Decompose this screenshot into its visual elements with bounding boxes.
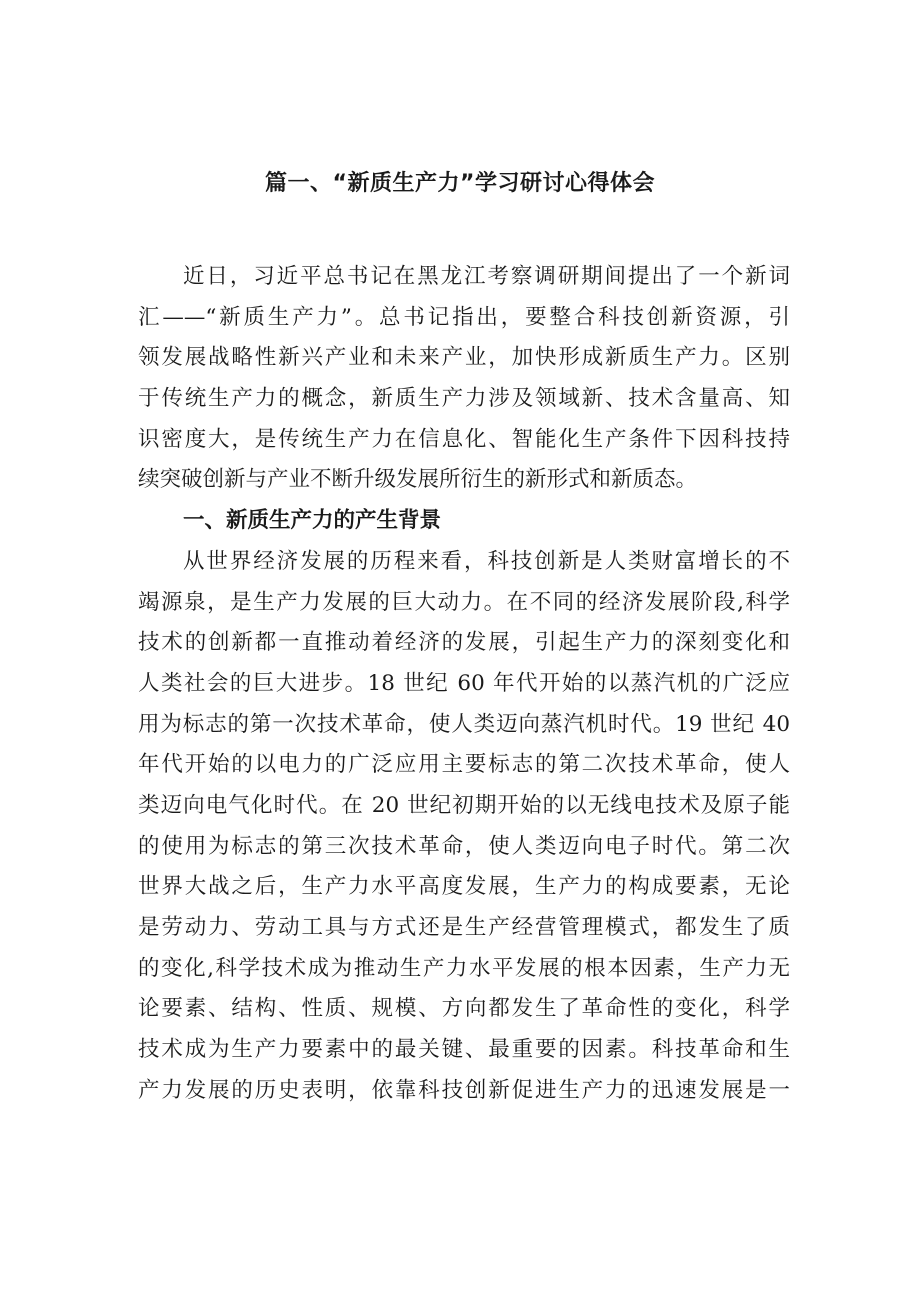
paragraph-line: 产力发展的历史表明，依靠科技创新促进生产力的迅速发展是一 xyxy=(138,1077,790,1103)
paragraph-1 xyxy=(138,257,790,501)
paragraph-line: 是劳动力、劳动工具与方式还是生产经营管理模式，都发生了质 xyxy=(138,915,790,940)
paragraph-line: 用为标志的第一次技术革命，使人类迈向蒸汽机时代。19 世纪 40 xyxy=(138,711,790,737)
paragraph-line: 世界大战之后，生产力水平高度发展，生产力的构成要素，无论 xyxy=(138,874,790,900)
paragraph-line: 于传统生产力的概念，新质生产力涉及领域新、技术含量高、知 xyxy=(138,386,790,412)
paragraph-line: 人类社会的巨大进步。18 世纪 60 年代开始的以蒸汽机的广泛应 xyxy=(138,670,790,696)
paragraph-2 xyxy=(138,542,790,1112)
paragraph-line: 竭源泉，是生产力发展的巨大动力。在不同的经济发展阶段,科学 xyxy=(138,589,790,615)
document-body xyxy=(138,257,790,1111)
paragraph-line: 从世界经济发展的历程来看，科技创新是人类财富增长的不 xyxy=(183,548,790,574)
paragraph-line: 近日，习近平总书记在黑龙江考察调研期间提出了一个新词 xyxy=(183,264,790,289)
paragraph-line: 论要素、结构、性质、规模、方向都发生了革命性的变化，科学 xyxy=(138,996,790,1022)
paragraph-line: 的使用为标志的第三次技术革命，使人类迈向电子时代。第二次 xyxy=(138,833,790,859)
document-title: 篇一、“新质生产力”学习研讨心得体会 xyxy=(265,171,655,196)
paragraph-line: 汇——“新质生产力”。总书记指出，要整合科技创新资源，引 xyxy=(138,304,790,330)
paragraph-line: 类迈向电气化时代。在 20 世纪初期开始的以无线电技术及原子能 xyxy=(138,792,790,818)
paragraph-line: 技术的创新都一直推动着经济的发展，引起生产力的深刻变化和 xyxy=(138,630,790,656)
paragraph-line: 领发展战略性新兴产业和未来产业，加快形成新质生产力。区别 xyxy=(138,345,790,371)
section-heading: 一、新质生产力的产生背景 xyxy=(183,508,442,534)
paragraph-line: 技术成为生产力要素中的最关键、最重要的因素。科技革命和生 xyxy=(138,1037,790,1063)
paragraph-line: 年代开始的以电力的广泛应用主要标志的第二次技术革命，使人 xyxy=(138,752,790,778)
paragraph-line: 识密度大，是传统生产力在信息化、智能化生产条件下因科技持 xyxy=(138,426,790,452)
paragraph-line: 的变化,科学技术成为推动生产力水平发展的根本因素，生产力无 xyxy=(138,955,790,981)
paragraph-line: 续突破创新与产业不断升级发展所衍生的新形式和新质态。 xyxy=(138,467,698,493)
